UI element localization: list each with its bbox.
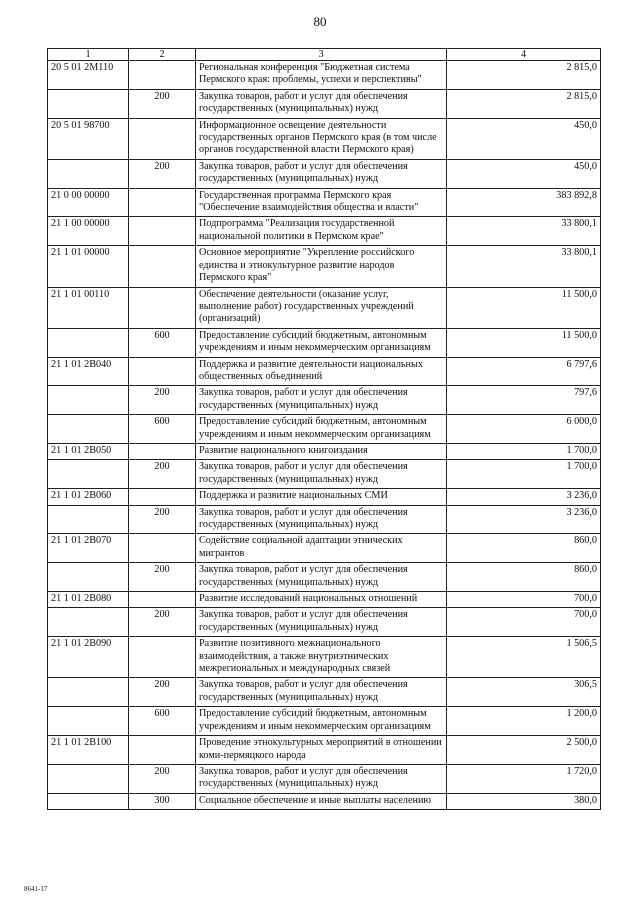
expense-type-cell: 200 bbox=[129, 764, 196, 793]
table-row bbox=[48, 592, 601, 608]
amount-cell: 1 200,0 bbox=[447, 707, 601, 736]
table-row bbox=[48, 415, 601, 444]
item-name-cell: Обеспечение деятельности (оказание услуг, выполнение работ) государственных учреждений (организаций) bbox=[196, 287, 447, 328]
target-code-cell bbox=[48, 89, 129, 118]
budget-table bbox=[47, 48, 601, 810]
table-row bbox=[48, 736, 601, 765]
target-code-cell: 21 1 01 2В070 bbox=[48, 534, 129, 563]
amount-cell: 1 506,5 bbox=[447, 637, 601, 678]
table-row bbox=[48, 217, 601, 246]
expense-type-cell bbox=[129, 118, 196, 159]
expense-type-cell bbox=[129, 246, 196, 287]
expense-type-cell: 200 bbox=[129, 159, 196, 188]
expense-type-cell: 200 bbox=[129, 89, 196, 118]
table-row bbox=[48, 608, 601, 637]
table-row bbox=[48, 764, 601, 793]
target-code-cell: 21 1 01 2В050 bbox=[48, 443, 129, 459]
item-name-cell: Закупка товаров, работ и услуг для обеспечения государственных (муниципальных) нужд bbox=[196, 386, 447, 415]
target-code-cell bbox=[48, 764, 129, 793]
expense-type-cell bbox=[129, 736, 196, 765]
amount-cell: 6 000,0 bbox=[447, 415, 601, 444]
expense-type-cell: 300 bbox=[129, 793, 196, 809]
expense-type-cell: 600 bbox=[129, 415, 196, 444]
target-code-cell bbox=[48, 328, 129, 357]
item-name-cell: Региональная конференция "Бюджетная система Пермского края: проблемы, успехи и перспективы" bbox=[196, 61, 447, 90]
amount-cell: 383 892,8 bbox=[447, 188, 601, 217]
table-row bbox=[48, 246, 601, 287]
expense-type-cell: 200 bbox=[129, 460, 196, 489]
expense-type-cell bbox=[129, 357, 196, 386]
expense-type-cell bbox=[129, 637, 196, 678]
table-row bbox=[48, 678, 601, 707]
table-row bbox=[48, 159, 601, 188]
item-name-cell: Закупка товаров, работ и услуг для обеспечения государственных (муниципальных) нужд bbox=[196, 563, 447, 592]
amount-cell: 306,5 bbox=[447, 678, 601, 707]
item-name-cell: Социальное обеспечение и иные выплаты населению bbox=[196, 793, 447, 809]
item-name-cell: Предоставление субсидий бюджетным, автономным учреждениям и иным некоммерческим организациям bbox=[196, 415, 447, 444]
expense-type-cell: 200 bbox=[129, 608, 196, 637]
item-name-cell: Поддержка и развитие национальных СМИ bbox=[196, 489, 447, 505]
item-name-cell: Предоставление субсидий бюджетным, автономным учреждениям и иным некоммерческим организациям bbox=[196, 707, 447, 736]
item-name-cell: Проведение этнокультурных мероприятий в отношении коми-пермяцкого народа bbox=[196, 736, 447, 765]
amount-cell: 33 800,1 bbox=[447, 217, 601, 246]
footer-code: 8641-17 bbox=[24, 885, 48, 893]
expense-type-cell bbox=[129, 489, 196, 505]
expense-type-cell bbox=[129, 287, 196, 328]
item-name-cell: Развитие позитивного межнационального взаимодействия, а также внутриэтнических межрегиональных и международных связей bbox=[196, 637, 447, 678]
table-row bbox=[48, 328, 601, 357]
table-row bbox=[48, 707, 601, 736]
expense-type-cell: 600 bbox=[129, 328, 196, 357]
table-row bbox=[48, 61, 601, 90]
table-row bbox=[48, 460, 601, 489]
item-name-cell: Содействие социальной адаптации этнических мигрантов bbox=[196, 534, 447, 563]
amount-cell: 11 500,0 bbox=[447, 287, 601, 328]
target-code-cell bbox=[48, 563, 129, 592]
header-col-3: 3 bbox=[196, 49, 447, 61]
item-name-cell: Закупка товаров, работ и услуг для обеспечения государственных (муниципальных) нужд bbox=[196, 678, 447, 707]
target-code-cell: 21 1 01 2В090 bbox=[48, 637, 129, 678]
table-row bbox=[48, 793, 601, 809]
target-code-cell: 20 5 01 2М110 bbox=[48, 61, 129, 90]
item-name-cell: Подпрограмма "Реализация государственной национальной политики в Пермском крае" bbox=[196, 217, 447, 246]
target-code-cell bbox=[48, 793, 129, 809]
amount-cell: 2 815,0 bbox=[447, 61, 601, 90]
header-row bbox=[48, 49, 601, 61]
table-row bbox=[48, 89, 601, 118]
item-name-cell: Закупка товаров, работ и услуг для обеспечения государственных (муниципальных) нужд bbox=[196, 505, 447, 534]
target-code-cell bbox=[48, 415, 129, 444]
amount-cell: 700,0 bbox=[447, 592, 601, 608]
table-row bbox=[48, 287, 601, 328]
amount-cell: 450,0 bbox=[447, 118, 601, 159]
table-row bbox=[48, 386, 601, 415]
table-row bbox=[48, 534, 601, 563]
target-code-cell: 21 1 01 00000 bbox=[48, 246, 129, 287]
target-code-cell bbox=[48, 608, 129, 637]
header-col-1: 1 bbox=[48, 49, 129, 61]
expense-type-cell bbox=[129, 61, 196, 90]
item-name-cell: Государственная программа Пермского края "Обеспечение взаимодействия общества и власти" bbox=[196, 188, 447, 217]
expense-type-cell: 200 bbox=[129, 678, 196, 707]
table-row bbox=[48, 188, 601, 217]
amount-cell: 2 815,0 bbox=[447, 89, 601, 118]
item-name-cell: Закупка товаров, работ и услуг для обеспечения государственных (муниципальных) нужд bbox=[196, 764, 447, 793]
amount-cell: 6 797,6 bbox=[447, 357, 601, 386]
amount-cell: 380,0 bbox=[447, 793, 601, 809]
target-code-cell: 21 1 00 00000 bbox=[48, 217, 129, 246]
item-name-cell: Предоставление субсидий бюджетным, автономным учреждениям и иным некоммерческим организациям bbox=[196, 328, 447, 357]
table-row bbox=[48, 118, 601, 159]
target-code-cell: 21 1 01 00110 bbox=[48, 287, 129, 328]
amount-cell: 450,0 bbox=[447, 159, 601, 188]
amount-cell: 3 236,0 bbox=[447, 505, 601, 534]
table-row bbox=[48, 443, 601, 459]
item-name-cell: Развитие национального книгоиздания bbox=[196, 443, 447, 459]
target-code-cell: 21 1 01 2В040 bbox=[48, 357, 129, 386]
item-name-cell: Закупка товаров, работ и услуг для обеспечения государственных (муниципальных) нужд bbox=[196, 89, 447, 118]
page-number: 80 bbox=[313, 14, 327, 29]
expense-type-cell: 200 bbox=[129, 563, 196, 592]
amount-cell: 797,6 bbox=[447, 386, 601, 415]
item-name-cell: Закупка товаров, работ и услуг для обеспечения государственных (муниципальных) нужд bbox=[196, 159, 447, 188]
target-code-cell: 20 5 01 98700 bbox=[48, 118, 129, 159]
amount-cell: 1 720,0 bbox=[447, 764, 601, 793]
target-code-cell bbox=[48, 678, 129, 707]
item-name-cell: Поддержка и развитие деятельности национальных общественных объединений bbox=[196, 357, 447, 386]
table-row bbox=[48, 489, 601, 505]
target-code-cell: 21 0 00 00000 bbox=[48, 188, 129, 217]
header-col-2: 2 bbox=[129, 49, 196, 61]
amount-cell: 1 700,0 bbox=[447, 443, 601, 459]
target-code-cell bbox=[48, 505, 129, 534]
header-col-4: 4 bbox=[447, 49, 601, 61]
amount-cell: 2 500,0 bbox=[447, 736, 601, 765]
table-body bbox=[48, 61, 601, 810]
table-row bbox=[48, 357, 601, 386]
amount-cell: 700,0 bbox=[447, 608, 601, 637]
item-name-cell: Информационное освещение деятельности государственных органов Пермского края (в том числе органов государственной власти Пермского края) bbox=[196, 118, 447, 159]
target-code-cell bbox=[48, 460, 129, 489]
expense-type-cell bbox=[129, 188, 196, 217]
expense-type-cell: 200 bbox=[129, 505, 196, 534]
expense-type-cell bbox=[129, 592, 196, 608]
table-header bbox=[48, 49, 601, 61]
expense-type-cell bbox=[129, 534, 196, 563]
expense-type-cell bbox=[129, 217, 196, 246]
amount-cell: 860,0 bbox=[447, 563, 601, 592]
target-code-cell: 21 1 01 2В060 bbox=[48, 489, 129, 505]
expense-type-cell bbox=[129, 443, 196, 459]
amount-cell: 1 700,0 bbox=[447, 460, 601, 489]
amount-cell: 33 800,1 bbox=[447, 246, 601, 287]
table-row bbox=[48, 505, 601, 534]
target-code-cell bbox=[48, 386, 129, 415]
expense-type-cell: 200 bbox=[129, 386, 196, 415]
table-row bbox=[48, 563, 601, 592]
target-code-cell bbox=[48, 707, 129, 736]
expense-type-cell: 600 bbox=[129, 707, 196, 736]
item-name-cell: Развитие исследований национальных отношений bbox=[196, 592, 447, 608]
target-code-cell: 21 1 01 2В100 bbox=[48, 736, 129, 765]
item-name-cell: Закупка товаров, работ и услуг для обеспечения государственных (муниципальных) нужд bbox=[196, 460, 447, 489]
amount-cell: 11 500,0 bbox=[447, 328, 601, 357]
table-row bbox=[48, 637, 601, 678]
amount-cell: 860,0 bbox=[447, 534, 601, 563]
target-code-cell bbox=[48, 159, 129, 188]
item-name-cell: Закупка товаров, работ и услуг для обеспечения государственных (муниципальных) нужд bbox=[196, 608, 447, 637]
amount-cell: 3 236,0 bbox=[447, 489, 601, 505]
item-name-cell: Основное мероприятие "Укрепление российского единства и этнокультурное развитие народов Пермского края" bbox=[196, 246, 447, 287]
target-code-cell: 21 1 01 2В080 bbox=[48, 592, 129, 608]
